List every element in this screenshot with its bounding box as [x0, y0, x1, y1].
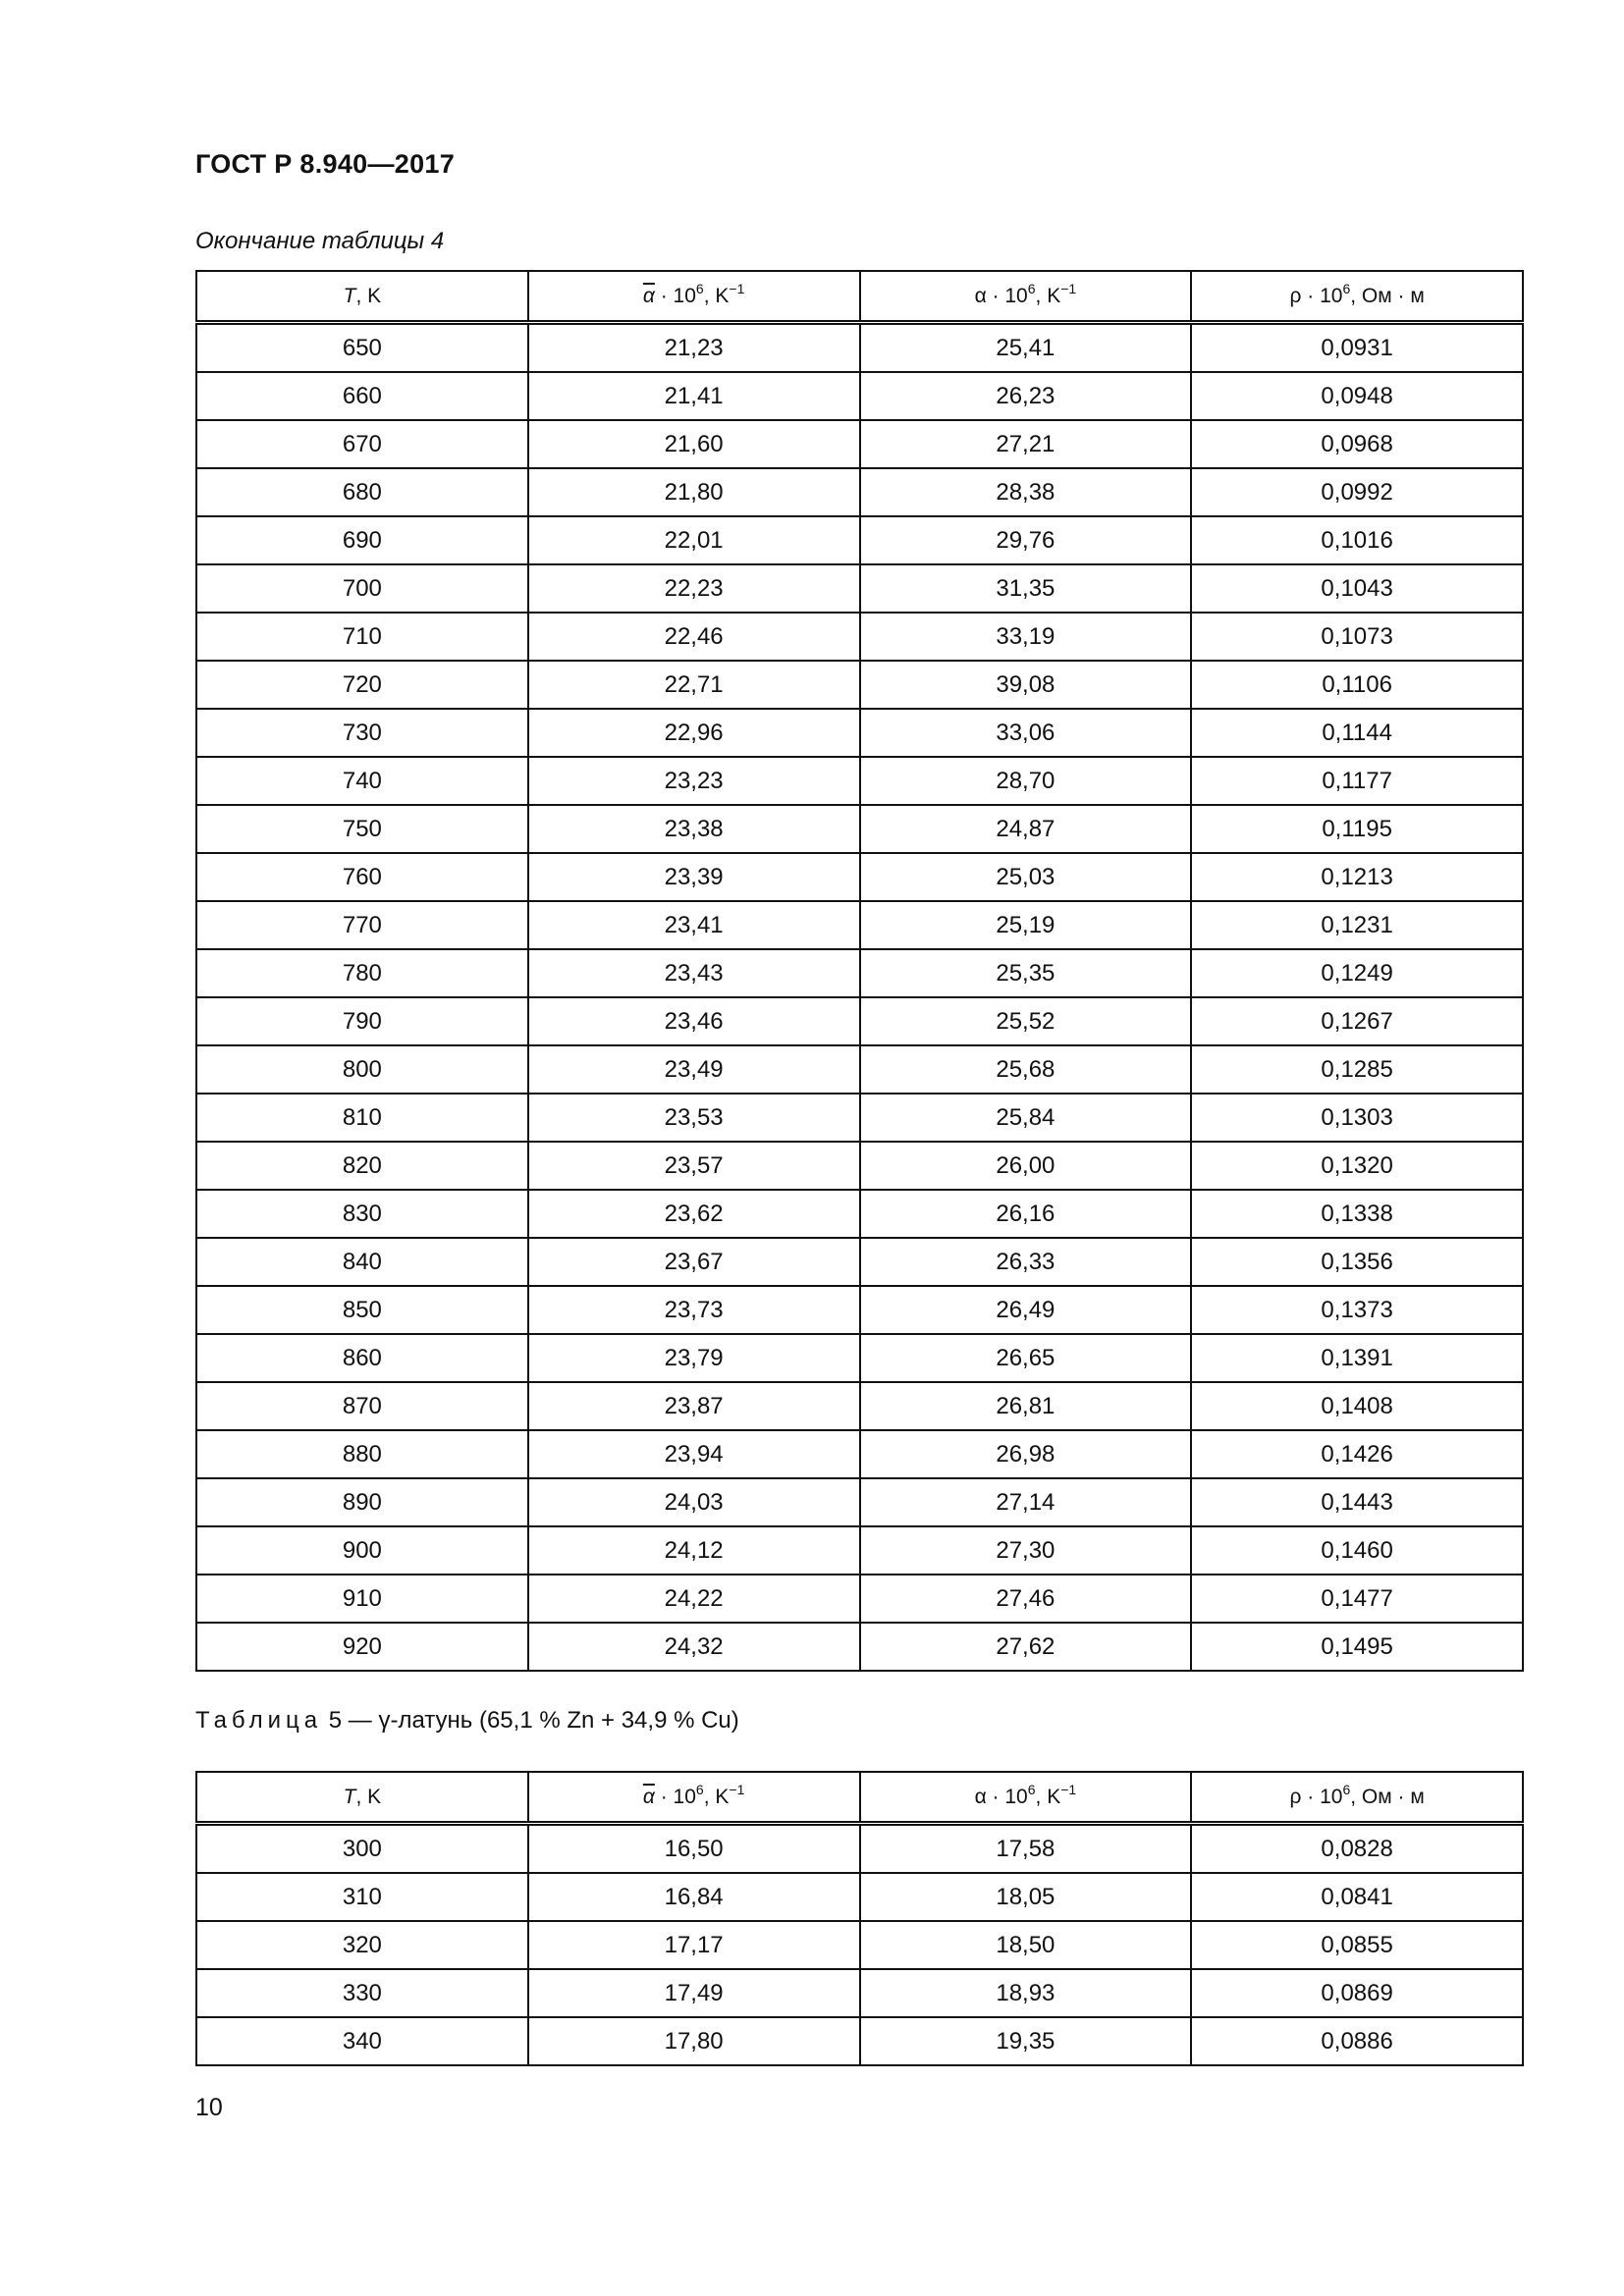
table-4-continuation-caption: Окончание таблицы 4 — [195, 228, 445, 254]
cell-temperature: 740 — [196, 757, 528, 805]
cell-rho: 0,1426 — [1191, 1430, 1523, 1478]
table-row — [196, 661, 1523, 709]
col-header-mean-alpha: $\overline{\alpha} \cdot 10^6$, $K^{-1}$ — [528, 271, 860, 323]
table-row — [196, 613, 1523, 661]
cell-mean-alpha: 22,71 — [528, 661, 860, 709]
cell-rho: 0,0869 — [1191, 1969, 1523, 2017]
cell-rho: 0,1106 — [1191, 661, 1523, 709]
cell-mean-alpha: 22,23 — [528, 564, 860, 613]
cell-temperature: 760 — [196, 853, 528, 901]
col-header-temperature: T, K — [196, 271, 528, 323]
cell-temperature: 690 — [196, 516, 528, 564]
table-5-caption: Таблица 5 — γ-латунь (65,1 % Zn + 34,9 % Cu) — [195, 1707, 739, 1734]
cell-rho: 0,1043 — [1191, 564, 1523, 613]
cell-alpha: 18,05 — [860, 1873, 1192, 1921]
cell-rho: 0,1477 — [1191, 1575, 1523, 1623]
cell-rho: 0,1373 — [1191, 1286, 1523, 1334]
cell-rho: 0,1408 — [1191, 1382, 1523, 1430]
table-row — [196, 1382, 1523, 1430]
cell-alpha: 18,93 — [860, 1969, 1192, 2017]
cell-rho: 0,1285 — [1191, 1045, 1523, 1094]
cell-alpha: 28,38 — [860, 468, 1192, 516]
cell-rho: 0,1320 — [1191, 1142, 1523, 1190]
table-row — [196, 420, 1523, 468]
table-4-body — [196, 323, 1523, 1672]
document-header: ГОСТ Р 8.940—2017 — [195, 149, 456, 179]
cell-mean-alpha: 23,79 — [528, 1334, 860, 1382]
cell-alpha: 26,65 — [860, 1334, 1192, 1382]
cell-mean-alpha: 23,57 — [528, 1142, 860, 1190]
cell-alpha: 17,58 — [860, 1824, 1192, 1874]
cell-temperature: 750 — [196, 805, 528, 853]
cell-rho: 0,0992 — [1191, 468, 1523, 516]
cell-mean-alpha: 23,67 — [528, 1238, 860, 1286]
cell-alpha: 24,87 — [860, 805, 1192, 853]
col-header-alpha: $\alpha \cdot 10^6$, $K^{-1}$ — [860, 271, 1192, 323]
table-row — [196, 1575, 1523, 1623]
cell-alpha: 25,35 — [860, 949, 1192, 997]
cell-alpha: 26,33 — [860, 1238, 1192, 1286]
cell-temperature: 300 — [196, 1824, 528, 1874]
cell-temperature: 850 — [196, 1286, 528, 1334]
cell-rho: 0,1495 — [1191, 1623, 1523, 1671]
cell-alpha: 28,70 — [860, 757, 1192, 805]
cell-mean-alpha: 24,22 — [528, 1575, 860, 1623]
table-row — [196, 1430, 1523, 1478]
cell-rho: 0,1303 — [1191, 1094, 1523, 1142]
table-row — [196, 901, 1523, 949]
table-row — [196, 997, 1523, 1045]
cell-mean-alpha: 21,60 — [528, 420, 860, 468]
table-row — [196, 709, 1523, 757]
cell-temperature: 720 — [196, 661, 528, 709]
cell-alpha: 26,16 — [860, 1190, 1192, 1238]
table-row — [196, 372, 1523, 420]
cell-temperature: 830 — [196, 1190, 528, 1238]
cell-temperature: 870 — [196, 1382, 528, 1430]
cell-alpha: 27,30 — [860, 1526, 1192, 1575]
cell-rho: 0,0948 — [1191, 372, 1523, 420]
table-row — [196, 516, 1523, 564]
table-row — [196, 1623, 1523, 1671]
cell-alpha: 27,62 — [860, 1623, 1192, 1671]
cell-alpha: 25,68 — [860, 1045, 1192, 1094]
table-row — [196, 1334, 1523, 1382]
cell-temperature: 680 — [196, 468, 528, 516]
cell-mean-alpha: 24,32 — [528, 1623, 860, 1671]
cell-mean-alpha: 24,12 — [528, 1526, 860, 1575]
table-row — [196, 323, 1523, 373]
cell-mean-alpha: 16,50 — [528, 1824, 860, 1874]
cell-temperature: 670 — [196, 420, 528, 468]
cell-mean-alpha: 23,23 — [528, 757, 860, 805]
cell-mean-alpha: 23,49 — [528, 1045, 860, 1094]
cell-temperature: 780 — [196, 949, 528, 997]
cell-temperature: 880 — [196, 1430, 528, 1478]
cell-rho: 0,1443 — [1191, 1478, 1523, 1526]
cell-temperature: 890 — [196, 1478, 528, 1526]
cell-alpha: 31,35 — [860, 564, 1192, 613]
table-5 — [195, 1771, 1524, 2066]
cell-temperature: 710 — [196, 613, 528, 661]
cell-mean-alpha: 23,39 — [528, 853, 860, 901]
col-header-alpha: $\alpha \cdot 10^6$, $K^{-1}$ — [860, 1772, 1192, 1824]
cell-rho: 0,0828 — [1191, 1824, 1523, 1874]
cell-temperature: 900 — [196, 1526, 528, 1575]
cell-mean-alpha: 21,23 — [528, 323, 860, 373]
table-row — [196, 949, 1523, 997]
col-header-rho: $\rho \cdot 10^6$, Ом · м — [1191, 271, 1523, 323]
cell-temperature: 700 — [196, 564, 528, 613]
cell-alpha: 33,06 — [860, 709, 1192, 757]
cell-rho: 0,1338 — [1191, 1190, 1523, 1238]
cell-mean-alpha: 21,41 — [528, 372, 860, 420]
cell-alpha: 25,41 — [860, 323, 1192, 373]
table-row — [196, 1921, 1523, 1969]
cell-alpha: 26,49 — [860, 1286, 1192, 1334]
table-4-header-row — [196, 271, 1523, 323]
cell-alpha: 29,76 — [860, 516, 1192, 564]
cell-mean-alpha: 24,03 — [528, 1478, 860, 1526]
table-row — [196, 2017, 1523, 2065]
cell-rho: 0,0841 — [1191, 1873, 1523, 1921]
cell-mean-alpha: 21,80 — [528, 468, 860, 516]
cell-rho: 0,1016 — [1191, 516, 1523, 564]
cell-temperature: 790 — [196, 997, 528, 1045]
table-row — [196, 1045, 1523, 1094]
cell-mean-alpha: 22,46 — [528, 613, 860, 661]
cell-alpha: 25,03 — [860, 853, 1192, 901]
cell-rho: 0,1195 — [1191, 805, 1523, 853]
cell-alpha: 26,98 — [860, 1430, 1192, 1478]
cell-alpha: 27,14 — [860, 1478, 1192, 1526]
cell-rho: 0,1249 — [1191, 949, 1523, 997]
cell-mean-alpha: 17,80 — [528, 2017, 860, 2065]
cell-rho: 0,1267 — [1191, 997, 1523, 1045]
page-number: 10 — [195, 2094, 223, 2121]
table-row — [196, 564, 1523, 613]
cell-mean-alpha: 17,17 — [528, 1921, 860, 1969]
cell-alpha: 39,08 — [860, 661, 1192, 709]
table-row — [196, 757, 1523, 805]
table-row — [196, 1238, 1523, 1286]
cell-rho: 0,0855 — [1191, 1921, 1523, 1969]
table-row — [196, 1478, 1523, 1526]
cell-alpha: 25,84 — [860, 1094, 1192, 1142]
cell-temperature: 660 — [196, 372, 528, 420]
cell-mean-alpha: 23,41 — [528, 901, 860, 949]
cell-mean-alpha: 23,87 — [528, 1382, 860, 1430]
col-header-temperature: T, K — [196, 1772, 528, 1824]
table-row — [196, 1873, 1523, 1921]
cell-alpha: 27,21 — [860, 420, 1192, 468]
cell-mean-alpha: 23,38 — [528, 805, 860, 853]
cell-mean-alpha: 23,62 — [528, 1190, 860, 1238]
cell-mean-alpha: 22,96 — [528, 709, 860, 757]
cell-mean-alpha: 23,53 — [528, 1094, 860, 1142]
cell-temperature: 730 — [196, 709, 528, 757]
cell-alpha: 18,50 — [860, 1921, 1192, 1969]
table-row — [196, 1190, 1523, 1238]
cell-temperature: 800 — [196, 1045, 528, 1094]
cell-alpha: 27,46 — [860, 1575, 1192, 1623]
table-row — [196, 805, 1523, 853]
cell-alpha: 25,19 — [860, 901, 1192, 949]
cell-mean-alpha: 22,01 — [528, 516, 860, 564]
table-row — [196, 1094, 1523, 1142]
cell-temperature: 820 — [196, 1142, 528, 1190]
cell-rho: 0,1356 — [1191, 1238, 1523, 1286]
cell-rho: 0,1073 — [1191, 613, 1523, 661]
cell-alpha: 26,81 — [860, 1382, 1192, 1430]
cell-rho: 0,1177 — [1191, 757, 1523, 805]
cell-mean-alpha: 16,84 — [528, 1873, 860, 1921]
table-row — [196, 1142, 1523, 1190]
cell-temperature: 860 — [196, 1334, 528, 1382]
cell-temperature: 310 — [196, 1873, 528, 1921]
col-header-rho: $\rho \cdot 10^6$, Ом · м — [1191, 1772, 1523, 1824]
cell-temperature: 910 — [196, 1575, 528, 1623]
table-5-header-row — [196, 1772, 1523, 1824]
cell-alpha: 26,23 — [860, 372, 1192, 420]
cell-temperature: 840 — [196, 1238, 528, 1286]
cell-alpha: 26,00 — [860, 1142, 1192, 1190]
table-5-body — [196, 1824, 1523, 2066]
table-row — [196, 1286, 1523, 1334]
cell-mean-alpha: 23,73 — [528, 1286, 860, 1334]
table-row — [196, 1526, 1523, 1575]
cell-rho: 0,0931 — [1191, 323, 1523, 373]
cell-temperature: 650 — [196, 323, 528, 373]
cell-rho: 0,0886 — [1191, 2017, 1523, 2065]
cell-temperature: 920 — [196, 1623, 528, 1671]
cell-temperature: 320 — [196, 1921, 528, 1969]
cell-temperature: 340 — [196, 2017, 528, 2065]
cell-rho: 0,1460 — [1191, 1526, 1523, 1575]
cell-alpha: 33,19 — [860, 613, 1192, 661]
cell-rho: 0,1213 — [1191, 853, 1523, 901]
table-row — [196, 853, 1523, 901]
table-4 — [195, 270, 1524, 1672]
table-row — [196, 1969, 1523, 2017]
cell-temperature: 770 — [196, 901, 528, 949]
cell-mean-alpha: 17,49 — [528, 1969, 860, 2017]
cell-mean-alpha: 23,94 — [528, 1430, 860, 1478]
cell-rho: 0,1391 — [1191, 1334, 1523, 1382]
cell-mean-alpha: 23,46 — [528, 997, 860, 1045]
table-row — [196, 468, 1523, 516]
cell-rho: 0,0968 — [1191, 420, 1523, 468]
cell-temperature: 810 — [196, 1094, 528, 1142]
cell-temperature: 330 — [196, 1969, 528, 2017]
col-header-mean-alpha: $\overline{\alpha} \cdot 10^6$, $K^{-1}$ — [528, 1772, 860, 1824]
cell-mean-alpha: 23,43 — [528, 949, 860, 997]
cell-rho: 0,1144 — [1191, 709, 1523, 757]
cell-alpha: 25,52 — [860, 997, 1192, 1045]
cell-rho: 0,1231 — [1191, 901, 1523, 949]
cell-alpha: 19,35 — [860, 2017, 1192, 2065]
table-row — [196, 1824, 1523, 1874]
